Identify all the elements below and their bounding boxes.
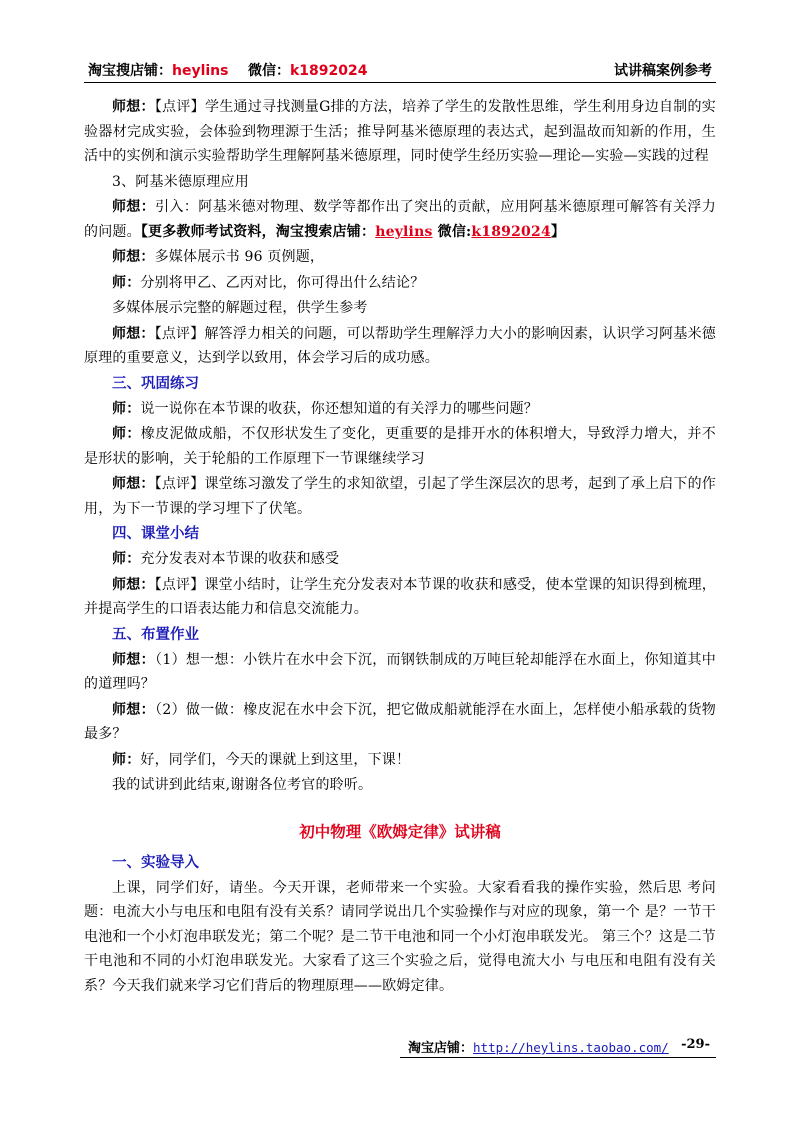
footer-shop (408, 1037, 669, 1056)
header-title: 试讲稿案例参考 (614, 63, 712, 79)
paragraph: 师想：【点评】课堂小结时，让学生充分发表对本节课的收获和感受，使本堂课的知识得到梳理，并提高学生的口语表达能力和信息交流能力。 (84, 576, 717, 617)
paragraph: 师想：【点评】学生通过寻找测量G排的方法，培养了学生的发散性思维，学生利用身边自制的实验器材完成实验，会体验到物理源于生活；推导阿基米德原理的表达式，起到温故而知新的作用，生活中的实例和演示实验帮助学生理解阿基米德原理，同时使学生经历实验—理论—实验—实践的过程 (84, 99, 716, 164)
footer-url-link[interactable]: http://heylins.taobao.com/ (473, 1040, 669, 1055)
header-shop-info (88, 60, 368, 80)
shop-name: heylins (172, 63, 229, 79)
paragraph: 师：好，同学们，今天的课就上到这里，下课！ (112, 751, 411, 768)
paragraph: 多媒体展示完整的解题过程，供学生参考 (112, 300, 368, 316)
section-heading: 五、布置作业 (112, 625, 199, 643)
page-number: -29- (681, 1037, 710, 1052)
paragraph: 师想：（1）想一想：小铁片在水中会下沉，而钢铁制成的万吨巨轮却能浮在水面上，你知道其中的道理吗？ (84, 651, 716, 692)
paragraph: 上课，同学们好，请坐。今天开课，老师带来一个实验。大家看看我的操作实验，然后思 考问题：电流大小与电压和电阻有没有关系？请同学说出几个实验操作与对应的现象，第一个 是？一节干电池和一个小灯泡串联发光；第二个呢？是二节干电池和同一个小灯泡串联发光。 第三个？这是二节干电池和不同的小灯泡串联发光。大家看了这三个实验之后，觉得电流大小 与电压和电阻有没有关系？今天我们就来学习它们背后的物理原理——欧姆定律。 (84, 879, 716, 994)
paragraph: 师想：引入：阿基米德对物理、数学等都作出了突出的贡献，应用阿基米德原理可解答有关浮力的问题。【更多教师考试资料，淘宝搜索店铺：heylins 微信:k1892024】 (84, 199, 716, 240)
paragraph: 师：充分发表对本节课的收获和感受 (112, 551, 340, 567)
paragraph: 师：说一说你在本节课的收获，你还想知道的有关浮力的哪些问题？ (112, 400, 539, 417)
section-heading: 一、实验导入 (112, 853, 199, 871)
wechat-id: k1892024 (290, 63, 368, 79)
promo-text: 【更多教师考试资料，淘宝搜索店铺：heylins 微信:k1892024】 (140, 223, 566, 240)
paragraph: 我的试讲到此结束,谢谢各位考官的聆听。 (112, 777, 373, 793)
page-header (84, 52, 716, 83)
paragraph: 师想：多媒体展示书 96 页例题， (112, 249, 325, 265)
footer-label: 淘宝店铺： (408, 1041, 474, 1056)
shop-label: 淘宝搜店铺： (88, 63, 172, 79)
lecture-title: 初中物理《欧姆定律》试讲稿 (299, 821, 501, 841)
paragraph: 师：橡皮泥做成船，不仅形状发生了变化，更重要的是排开水的体积增大，导致浮力增大，并不是形状的影响，关于轮船的工作原理下一节课继续学习 (84, 426, 717, 467)
promo-shop-link[interactable]: heylins (375, 223, 433, 240)
wechat-label: 微信： (248, 63, 290, 79)
section-heading: 四、课堂小结 (112, 525, 199, 542)
paragraph: 3、阿基米德原理应用 (112, 173, 249, 190)
paragraph: 师想：（2）做一做：橡皮泥在水中会下沉，把它做成船就能浮在水面上，怎样使小船承载的货物最多？ (84, 701, 716, 742)
document-body (84, 95, 716, 998)
page-footer (400, 1035, 716, 1058)
paragraph: 师：分别将甲乙、乙丙对比，你可得出什么结论？ (112, 274, 425, 291)
paragraph: 师想：【点评】解答浮力相关的问题，可以帮助学生理解浮力大小的影响因素，认识学习阿基米德原理的重要意义，达到学以致用，体会学习后的成功感。 (84, 325, 717, 366)
section-heading: 三、巩固练习 (112, 374, 199, 392)
paragraph: 师想：【点评】课堂练习激发了学生的求知欲望，引起了学生深层次的思考，起到了承上启下的作用，为下一节课的学习埋下了伏笔。 (84, 476, 717, 517)
promo-wechat-link[interactable]: k1892024 (471, 223, 551, 240)
